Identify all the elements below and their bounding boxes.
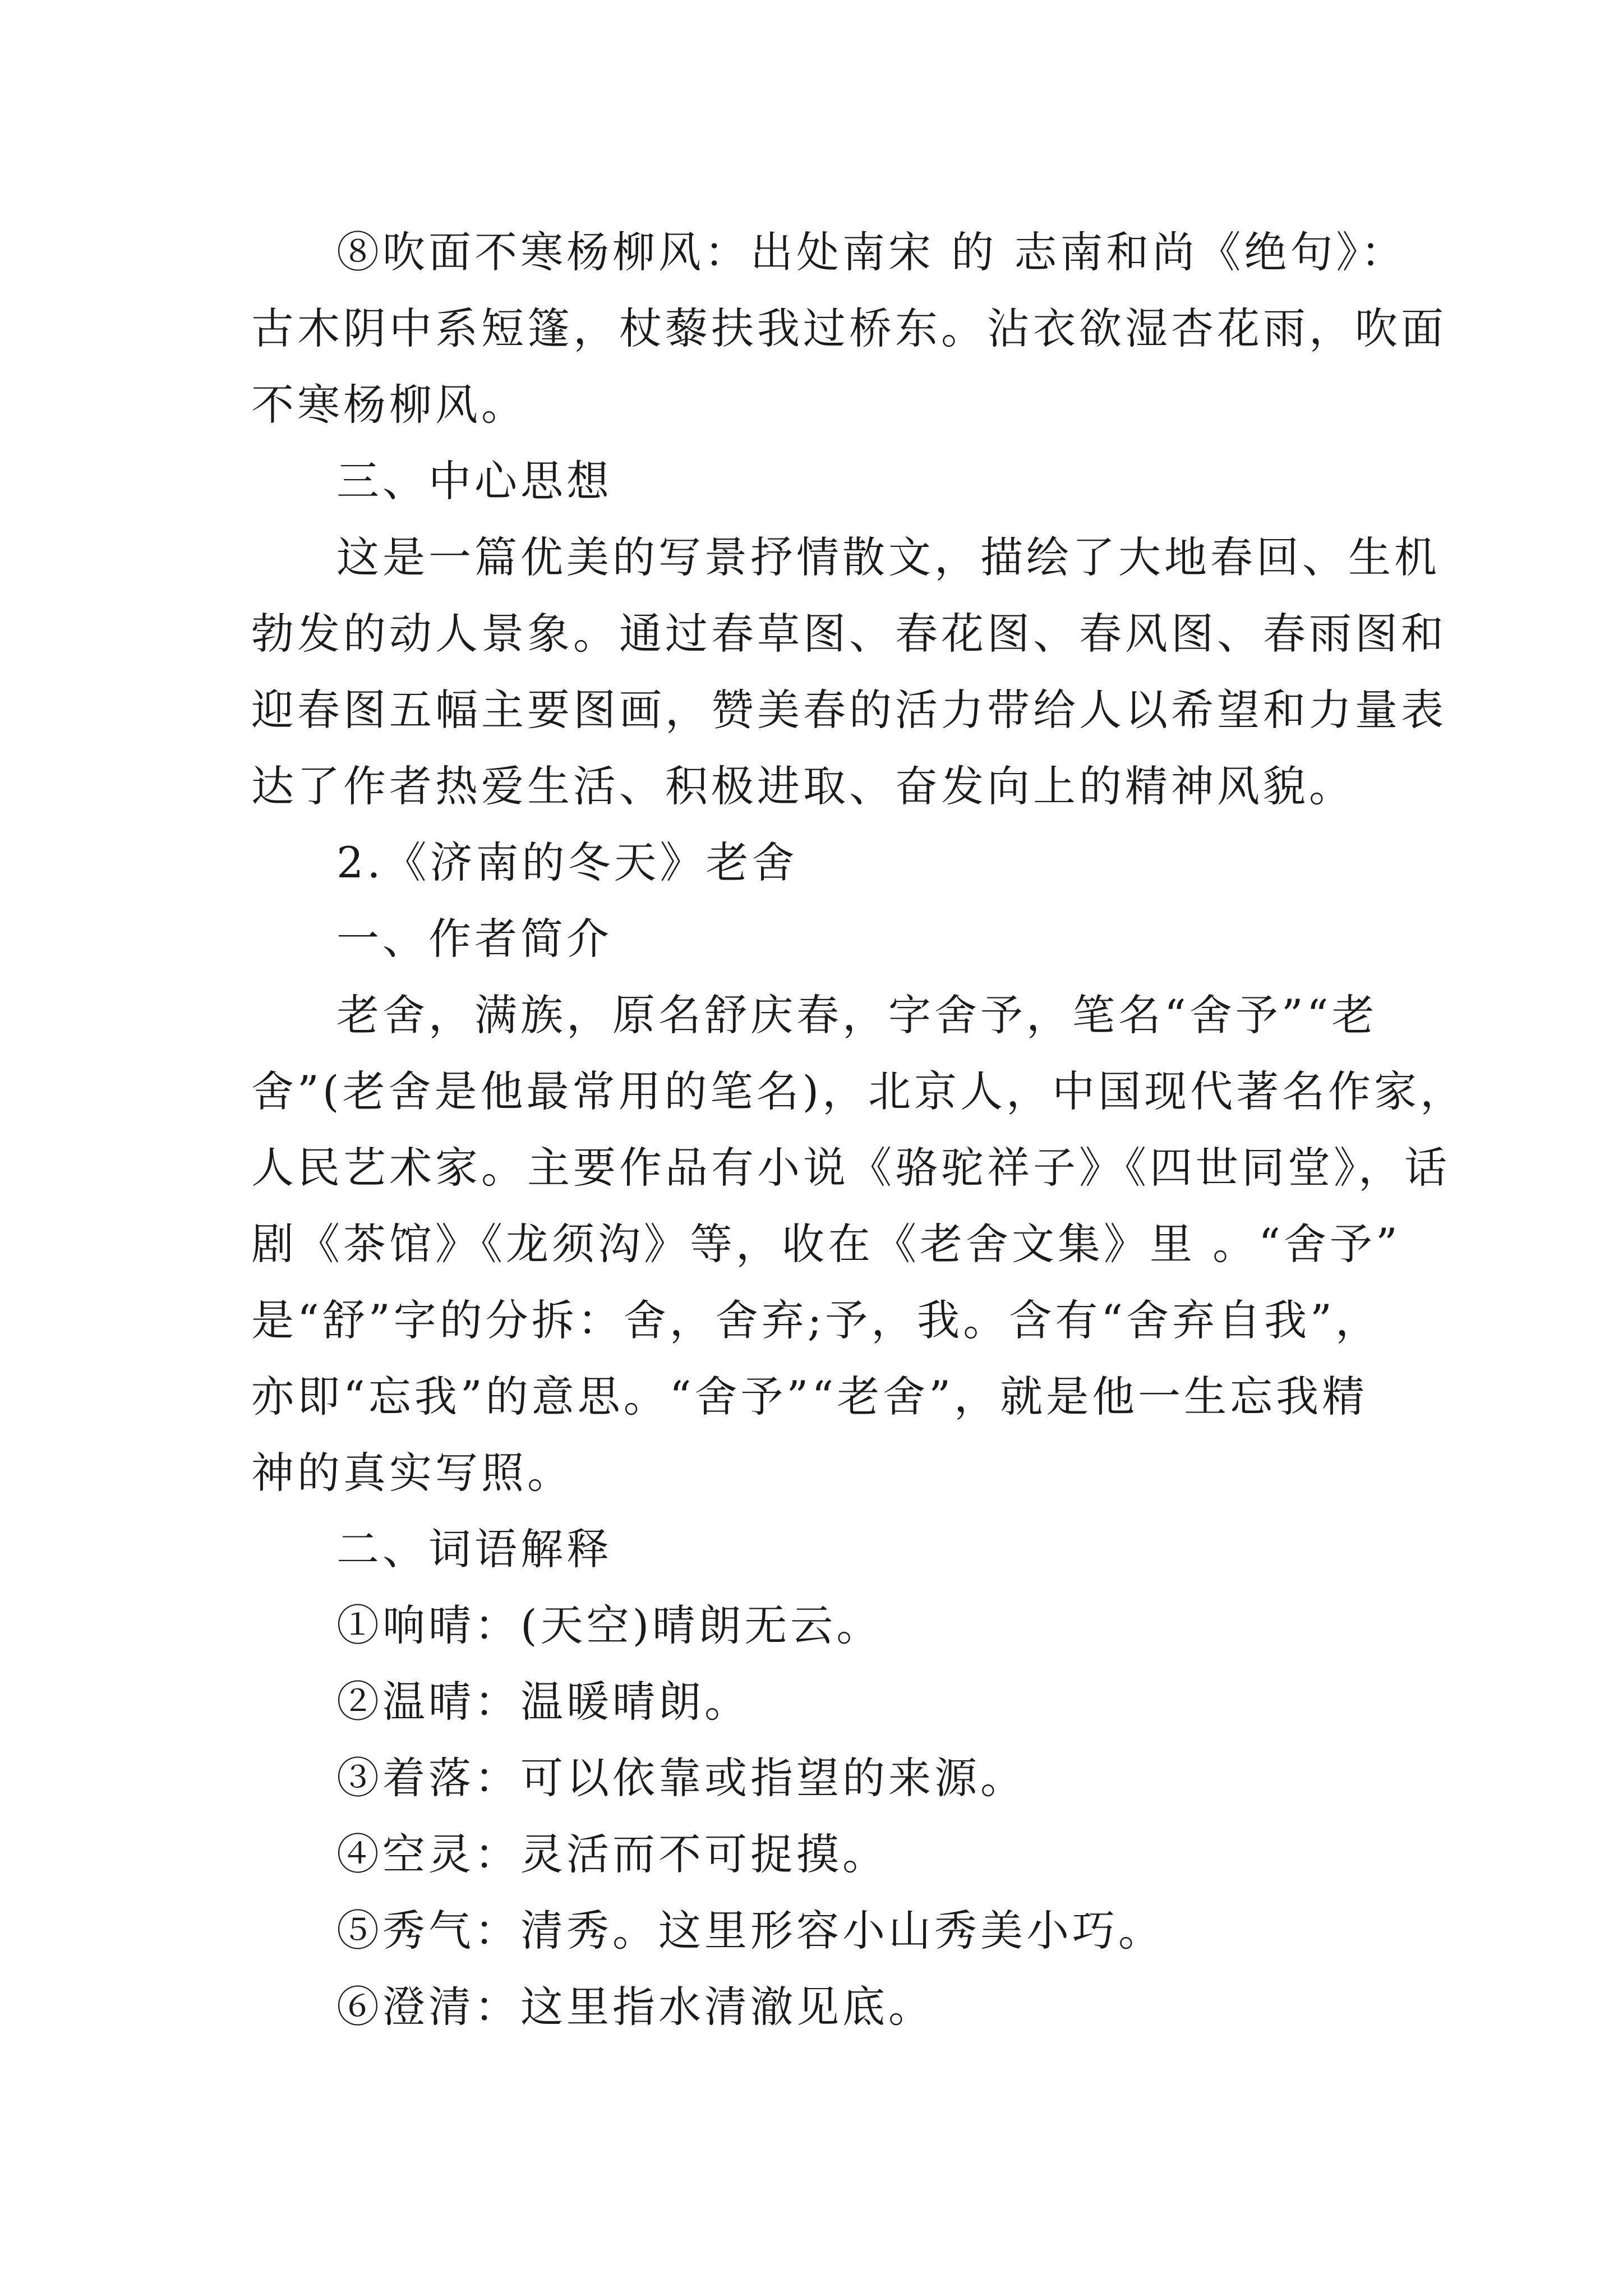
glossary-item: ⑥澄清：这里指水清澈见底。 xyxy=(336,1982,934,2032)
text-line: 这是一篇优美的写景抒情散文，描绘了大地春回、生机 xyxy=(336,532,1440,582)
glossary-item: ④空灵：灵活而不可捉摸。 xyxy=(336,1829,888,1879)
glossary-item: ①响晴：(天空)晴朗无云。 xyxy=(336,1600,883,1650)
text-line: 亦即“忘我”的意思。“舍予”“老舍”，就是他一生忘我精 xyxy=(251,1372,1368,1421)
section-heading: 二、词语解释 xyxy=(336,1524,612,1574)
section-heading: 一、作者简介 xyxy=(336,914,612,964)
glossary-item: ⑤秀气：清秀。这里形容小山秀美小巧。 xyxy=(336,1906,1164,1955)
text-line: 剧《茶馆》《龙须沟》等，收在《老舍文集》里 。“舍予” xyxy=(251,1219,1401,1269)
text-line: 人民艺术家。主要作品有小说《骆驼祥子》《四世同堂》，话 xyxy=(251,1143,1450,1193)
text-line: 勃发的动人景象。通过春草图、春花图、春风图、春雨图和 xyxy=(251,609,1447,659)
glossary-item: ②温晴：温暖晴朗。 xyxy=(336,1677,750,1727)
text-line: 达了作者热爱生活、积极进取、奋发向上的精神风貌。 xyxy=(251,761,1355,811)
text-line: 不寒杨柳风。 xyxy=(251,380,527,430)
text-line: 老舍，满族，原名舒庆春，字舍予，笔名“舍予”“老 xyxy=(336,990,1378,1040)
text-line: ⑧吹面不寒杨柳风：出处南宋 的 志南和尚《绝句》： xyxy=(336,227,1407,277)
text-line: 古木阴中系短篷，杖藜扶我过桥东。沾衣欲湿杏花雨，吹面 xyxy=(251,303,1447,353)
text-line: 神的真实写照。 xyxy=(251,1448,573,1498)
text-line: 是“舒”字的分拆：舍，舍弃;予，我。含有“舍弃自我”， xyxy=(251,1295,1382,1345)
text-line: 迎春图五幅主要图画，赞美春的活力带给人以希望和力量表 xyxy=(251,685,1447,735)
section-heading: 三、中心思想 xyxy=(336,456,612,506)
text-line: 舍”(老舍是他最常用的笔名)，北京人，中国现代著名作家， xyxy=(251,1066,1467,1116)
glossary-item: ③着落：可以依靠或指望的来源。 xyxy=(336,1753,1026,1803)
document-body xyxy=(251,214,1467,2045)
article-title: 2.《济南的冬天》老舍 xyxy=(336,838,798,887)
